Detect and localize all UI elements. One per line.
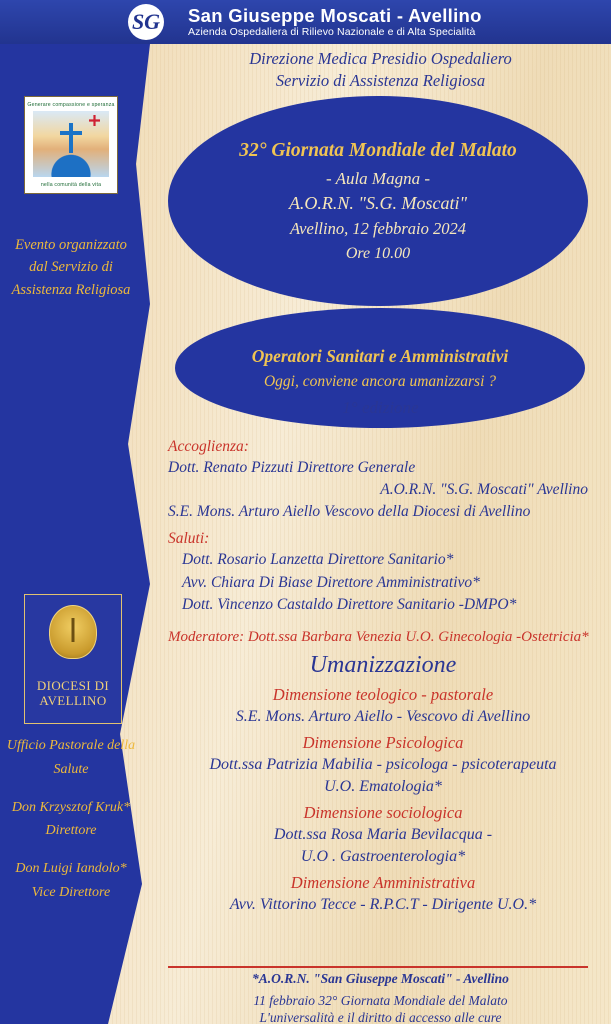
director-name: Don Krzysztof Kruk* Direttore — [11, 799, 131, 839]
edition-label: 1° edizione — [342, 398, 419, 417]
saluti-heading: Saluti: — [168, 530, 210, 548]
dimension-speaker: Dott.ssa Patrizia Mabilia - psicologa - psicoterapeuta — [209, 755, 557, 773]
dimension-unit: U.O. Ematologia* — [324, 777, 442, 795]
event-time: Ore 10.00 — [345, 244, 411, 262]
accoglienza-item: A.O.R.N. "S.G. Moscati" Avellino — [380, 481, 588, 499]
audience-line: Operatori Sanitari e Amministrativi — [251, 345, 509, 366]
cross-icon — [69, 123, 73, 153]
diocese-logo — [24, 594, 122, 724]
emblem-bottom-arc-text: nella comunità della vita — [40, 182, 102, 188]
dimension-title: Dimensione teologico - pastorale — [272, 684, 494, 704]
dimension-unit: U.O . Gastroenterologia* — [300, 847, 466, 865]
saluti-item: Dott. Rosario Lanzetta Direttore Sanitario* — [182, 551, 454, 569]
accoglienza-item: S.E. Mons. Arturo Aiello Vescovo della Diocesi di Avellino — [168, 503, 531, 521]
logo-monogram: SG — [128, 4, 164, 40]
hospital-subtitle: Azienda Ospedaliera di Rilievo Nazionale e di Alta Specialità — [188, 26, 476, 39]
saluti-item: Dott. Vincenzo Castaldo Direttore Sanitario -DMPO* — [182, 595, 517, 613]
sidebar — [0, 44, 150, 1024]
section-title: Umanizzazione — [309, 651, 457, 678]
diocese-seal-icon — [49, 605, 97, 659]
department-line-1: Direzione Medica Presidio Ospedaliero — [249, 49, 512, 68]
hospital-logo-icon — [120, 2, 186, 42]
event-venue: - Aula Magna - — [325, 168, 431, 188]
diocese-label: DIOCESI DI AVELLINO — [36, 678, 110, 709]
dimension-speaker: Dott.ssa Rosa Maria Bevilacqua - — [273, 825, 493, 843]
accoglienza-item: Dott. Renato Pizzuti Direttore Generale — [168, 459, 416, 476]
dimension-title: Dimensione Psicologica — [302, 732, 464, 752]
header-text-block — [186, 6, 482, 38]
vice-director-name: Don Luigi Iandolo* Vice Direttore — [15, 861, 127, 900]
event-place-date: Avellino, 12 febbraio 2024 — [290, 218, 466, 238]
department-lines — [150, 48, 611, 93]
dimension-title: Dimensione sociologica — [303, 802, 463, 822]
jubilee-emblem — [24, 96, 118, 194]
program-body — [168, 430, 598, 915]
audience-question: Oggi, conviene ancora umanizzarsi ? — [263, 372, 497, 390]
organizer-text: Evento organizzato dal Servizio di Assistenza Religiosa — [11, 237, 131, 298]
pastoral-office: Ufficio Pastorale della Salute — [6, 738, 136, 777]
diocese-contacts — [6, 734, 136, 919]
footer-line-2: L'universalità e il diritto di accesso alle cure — [259, 1010, 502, 1024]
footer-note: *A.O.R.N. "San Giuseppe Moscati" - Avellino — [252, 971, 509, 986]
department-line-2: Servizio di Assistenza Religiosa — [275, 71, 486, 91]
emblem-top-arc-text: Generare compassione e speranza — [27, 102, 115, 108]
saluti-item: Avv. Chiara Di Biase Direttore Amministrativo* — [182, 573, 480, 591]
emblem-illustration — [33, 111, 109, 177]
header-band — [0, 0, 611, 44]
accoglienza-heading: Accoglienza: — [168, 438, 249, 455]
dimension-speaker: Avv. Vittorino Tecce - R.P.C.T - Dirigente U.O.* — [229, 895, 537, 913]
hospital-name: San Giuseppe Moscati - Avellino — [188, 4, 482, 26]
event-institution: A.O.R.N. "S.G. Moscati" — [288, 192, 468, 213]
dimension-speaker: S.E. Mons. Arturo Aiello - Vescovo di Avellino — [235, 707, 531, 725]
event-title: 32° Giornata Mondiale del Malato — [239, 139, 517, 161]
footer — [150, 968, 611, 1024]
dimension-title: Dimensione Amministrativa — [290, 872, 476, 892]
footer-line-1: 11 febbraio 32° Giornata Mondiale del Malato — [253, 993, 508, 1008]
event-title-ellipse — [168, 96, 588, 306]
red-cross-icon — [89, 115, 100, 126]
moderator-line: Moderatore: Dott.ssa Barbara Venezia U.O. Ginecologia -Ostetricia* — [168, 628, 589, 645]
